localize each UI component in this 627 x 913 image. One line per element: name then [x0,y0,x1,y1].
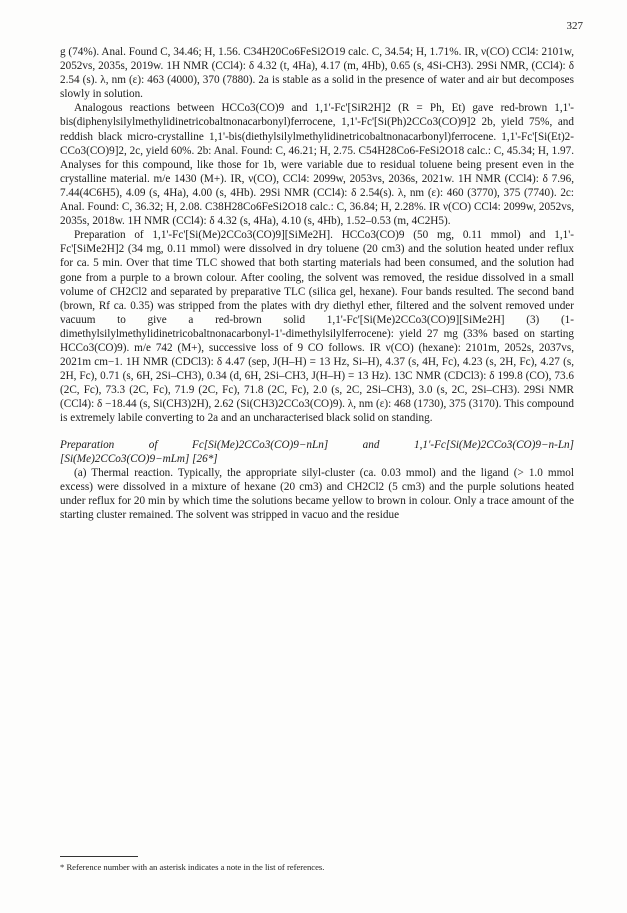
paragraph-1: g (74%). Anal. Found C, 34.46; H, 1.56. C34H20Co6FeSi2O19 calc. C, 34.54; H, 1.71%. IR, ν(CO) CCl4: 2101w, 2052vs, 2035s, 2019w. 1H NMR (CCl4): δ 4.32 (t, 4Ha), 4.17 (m, 4Hb), 0.65 (s, 4Si-CH3). 29Si NMR, (CCl4): δ 2.54 (s). λ, nm (ε): 463 (4000), 370 (7880). 2a is stable as a solid in the presence of water and air but decomposes slowly in solution. [60,46,574,101]
footnote: * Reference number with an asterisk indicates a note in the list of references. [60,862,325,872]
article-body [60,45,574,522]
paragraph-3: Preparation of 1,1'-Fc'[Si(Me)2CCo3(CO)9][SiMe2H]. HCCo3(CO)9 (50 mg, 0.11 mmol) and 1,1'-Fc'[SiMe2H]2 (34 mg, 0.11 mmol) were dissolved in dry toluene (20 cm3) and the solution heated under reflux for ca. 5 min. Over that time TLC showed that both starting materials had been consumed, and the solution had gone from a purple to a brown colour. After cooling, the solvent was removed, the residue dissolved in a small volume of CH2Cl2 and separated by preparative TLC (silica gel, hexane). Four bands resulted. The second band (brown, Rf ca. 0.35) was stripped from the plates with dry diethyl ether, filtered and the solvent removed under vacuum to give a red-brown solid 1,1'-Fc'[Si(Me)2CCo3(CO)9][SiMe2H] (3) (1-dimethylsilylmethylidinetricobaltnonacarbonyl-1'-dimethylsilylferrocene): yield 27 mg (33% based on starting HCCo3(CO)9). m/e 742 (M+), successive loss of 9 CO follows. IR ν(CO) (hexane): 2101m, 2052s, 2037vs, 2021m cm−1. 1H NMR (CDCl3): δ 4.47 (sep, J(H–H) = 13 Hz, Si–H), 4.37 (s, 4H, Fc), 4.23 (s, 2H, Fc), 4.27 (s, 2H, Fc), 0.71 (s, 6H, 2Si–CH3), 0.34 (d, 6H, 2Si–CH3, J(H–H) = 13 Hz). 13C NMR (CDCl3): δ 199.8 (CO), 73.6 (2C, Fc), 73.3 (2C, Fc), 71.9 (2C, Fc), 71.8 (2C, Fc), 2.0 (s, 2C, 2Si–CH3), 3.0 (s, 2C, 2Si–CH3). 29Si NMR (CCl4): δ −18.44 (s, Si(CH3)2H), 2.62 (Si(CH3)2CCo3(CO)9). λ, nm (ε): 468 (1730), 375 (3170). This compound is extremely labile converting to 2a and an uncharacterised black solid on standing. [60,229,574,425]
section-heading: Preparation of Fc[Si(Me)2CCo3(CO)9−nLn] and 1,1'-Fc[Si(Me)2CCo3(CO)9−n-Ln][Si(Me)2CCo3(CO)9−mLm] [26*] [60,438,574,465]
footnote-divider [60,856,138,857]
page-number: 327 [566,20,583,32]
paragraph-2: Analogous reactions between HCCo3(CO)9 and 1,1'-Fc'[SiR2H]2 (R = Ph, Et) gave red-brown 1,1'-bis(diphenylsilylmethylidinetricobaltnonacarbonyl)ferrocene, 1,1'-Fc'[Si(Ph)2CCo3(CO)9]2 2b, yield 75%, and reddish black micro-crystalline 1,1'-bis(diethylsilylmethylidinetricobaltnonacarbonyl)ferrocene. 1,1'-Fc'[Si(Et)2-CCo3(CO)9]2, 2c, yield 60%. 2b: Anal. Found: C, 46.21; H, 2.75. C54H28Co6-FeSi2O18 calc.: C, 45.34; H, 1.97. Analyses for this compound, like those for 1b, were variable due to residual toluene being present even in the crystalline material. m/e 1430 (M+). IR, ν(CO), CCl4: 2099w, 2053vs, 2036s, 2021w. 1H NMR (CCl4): δ 7.96, 7.44(4C6H5), 4.09 (s, 4Ha), 4.00 (s, 4Hb). 29Si NMR (CCl4): δ 2.54(s). λ, nm (ε): 460 (3770), 375 (7740). 2c: Anal. Found: C, 36.32; H, 2.08. C38H28Co6FeSi2O18 calc.: C, 36.84; H, 2.28%. IR ν(CO) CCl4: 2099w, 2052vs, 2035s, 2018w. 1H NMR (CCl4): δ 4.32 (s, 4Ha), 4.10 (s, 4Hb), 1.52–0.53 (m, 4C2H5). [60,102,574,228]
paragraph-4: (a) Thermal reaction. Typically, the appropriate silyl-cluster (ca. 0.03 mmol) and the ligand (> 1.0 mmol excess) were dissolved in a mixture of hexane (20 cm3) and CH2Cl2 (5 cm3) and the purple solutions heated under reflux for 20 min by which time the solutions became yellow to brown in colour. Only a trace amount of the starting cluster remained. The solvent was stripped in vacuo and the residue [60,466,574,521]
